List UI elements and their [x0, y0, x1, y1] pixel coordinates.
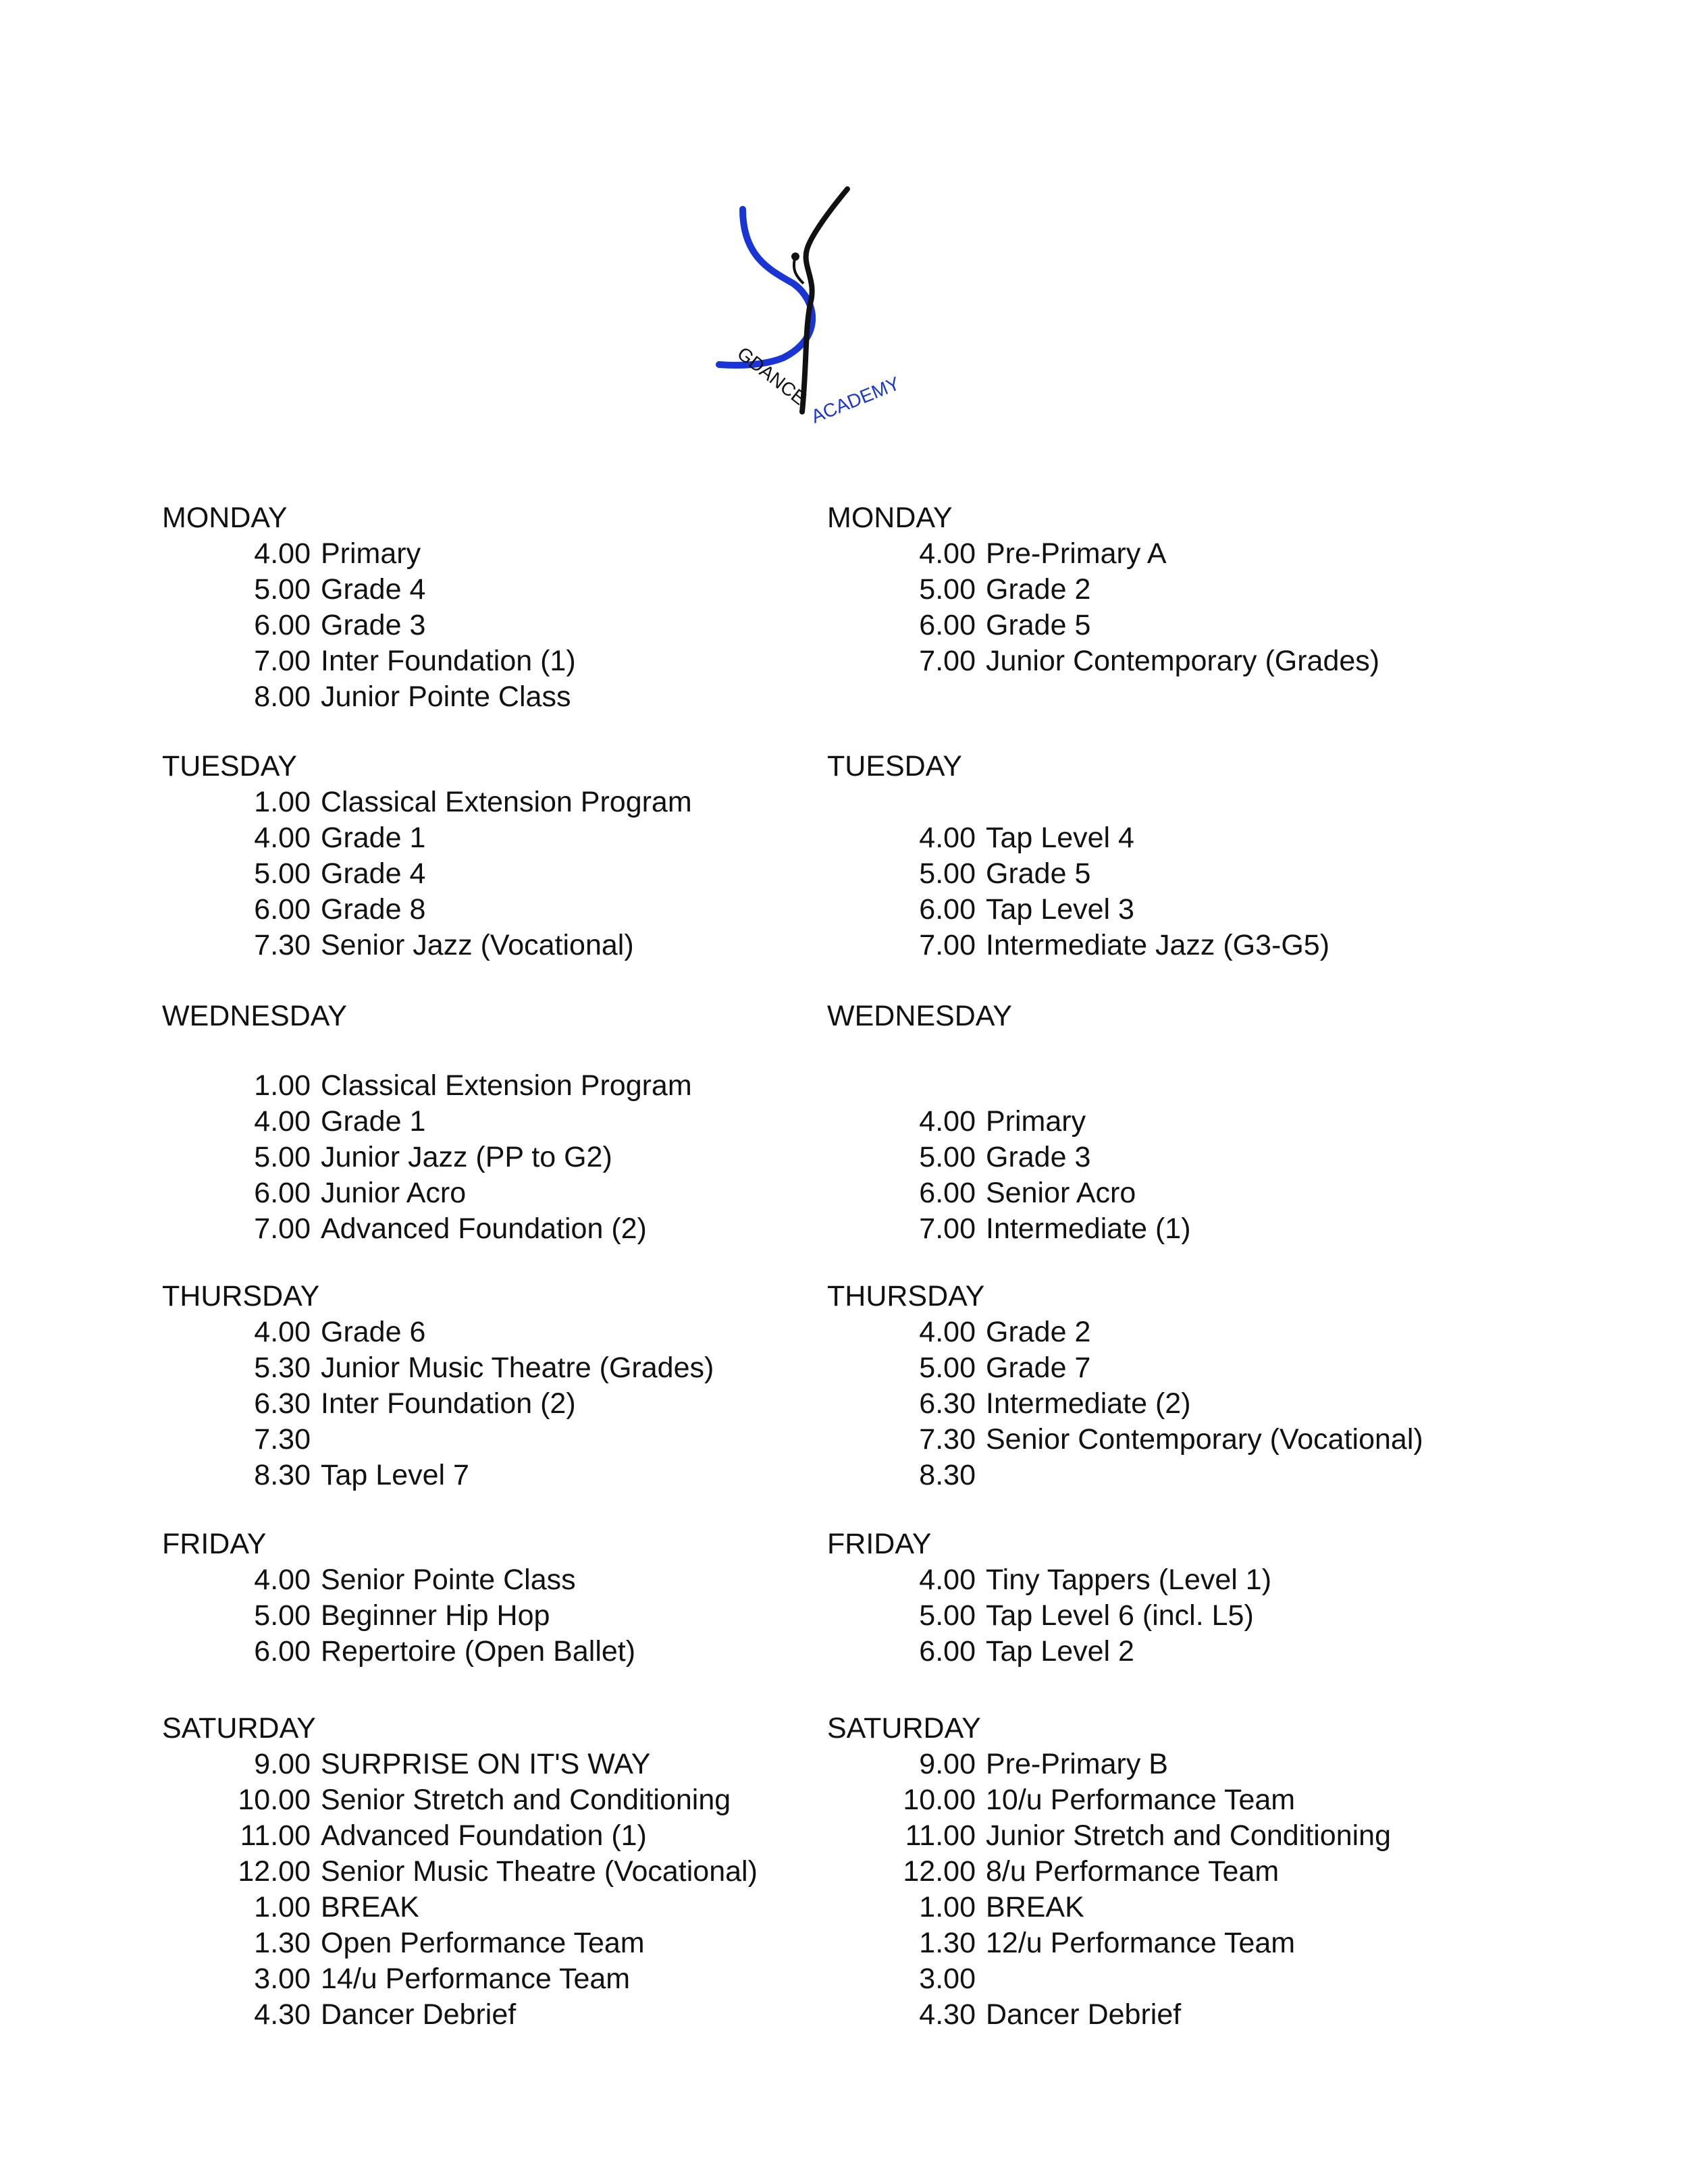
class-time: 11.00	[905, 1819, 976, 1852]
class-name: Senior Contemporary (Vocational)	[986, 1423, 1423, 1456]
logo-text-academy: ACADEMY	[808, 373, 903, 427]
class-name: Primary	[321, 537, 421, 570]
class-time: 5.00	[254, 1141, 311, 1173]
class-time: 6.00	[919, 893, 976, 926]
class-name: SURPRISE ON IT'S WAY	[321, 1748, 651, 1780]
class-time: 5.00	[254, 573, 311, 606]
class-time: 3.00	[919, 1963, 976, 1995]
class-name: Grade 2	[986, 1316, 1091, 1348]
class-name: Grade 3	[986, 1141, 1091, 1173]
class-name: Open Performance Team	[321, 1927, 645, 1959]
class-time: 7.00	[254, 645, 311, 677]
class-name: Junior Jazz (PP to G2)	[321, 1141, 612, 1173]
day-heading-monday: MONDAY	[827, 502, 953, 534]
day-heading-saturday: SATURDAY	[162, 1712, 316, 1744]
class-time: 7.30	[254, 1423, 311, 1456]
class-name: Grade 7	[986, 1352, 1091, 1384]
class-name: Grade 5	[986, 857, 1091, 890]
class-name: Grade 3	[321, 609, 426, 641]
class-name: Tap Level 4	[986, 822, 1134, 854]
class-time: 7.30	[919, 1423, 976, 1456]
class-name: BREAK	[986, 1891, 1084, 1923]
day-heading-thursday: THURSDAY	[827, 1280, 985, 1312]
class-time: 12.00	[903, 1855, 976, 1888]
day-heading-thursday: THURSDAY	[162, 1280, 320, 1312]
class-name: Tap Level 3	[986, 893, 1134, 926]
class-time: 4.00	[254, 1316, 311, 1348]
class-name: Junior Stretch and Conditioning	[986, 1819, 1391, 1852]
class-time: 5.30	[254, 1352, 311, 1384]
class-name: Intermediate (2)	[986, 1387, 1191, 1420]
day-heading-tuesday: TUESDAY	[827, 750, 962, 782]
class-time: 4.00	[254, 822, 311, 854]
class-time: 7.30	[254, 929, 311, 961]
class-time: 5.00	[919, 573, 976, 606]
class-time: 6.00	[254, 893, 311, 926]
class-name: Grade 1	[321, 1105, 426, 1138]
logo-text-gdance: GDANCE	[733, 342, 810, 409]
class-time: 4.30	[254, 1998, 311, 2031]
class-name: Beginner Hip Hop	[321, 1599, 550, 1632]
class-time: 5.00	[919, 857, 976, 890]
class-name: Classical Extension Program	[321, 786, 692, 818]
class-time: 4.00	[254, 1105, 311, 1138]
class-time: 4.00	[254, 537, 311, 570]
class-time: 1.00	[254, 786, 311, 818]
class-name: Advanced Foundation (1)	[321, 1819, 647, 1852]
class-time: 7.00	[919, 929, 976, 961]
class-name: Senior Acro	[986, 1177, 1136, 1209]
class-time: 1.00	[254, 1069, 311, 1102]
class-time: 4.00	[919, 822, 976, 854]
class-name: Grade 4	[321, 573, 426, 606]
class-name: Junior Acro	[321, 1177, 467, 1209]
class-time: 6.00	[919, 609, 976, 641]
class-time: 4.30	[919, 1998, 976, 2031]
class-time: 6.00	[919, 1177, 976, 1209]
class-time: 5.00	[254, 1599, 311, 1632]
class-name: Junior Pointe Class	[321, 681, 571, 713]
class-time: 4.00	[254, 1564, 311, 1596]
class-time: 6.30	[919, 1387, 976, 1420]
day-heading-wednesday: WEDNESDAY	[827, 1000, 1012, 1032]
class-time: 7.00	[254, 1213, 311, 1245]
class-time: 10.00	[238, 1784, 311, 1816]
class-name: Inter Foundation (1)	[321, 645, 576, 677]
class-time: 9.00	[919, 1748, 976, 1780]
class-name: Grade 6	[321, 1316, 426, 1348]
class-name: 8/u Performance Team	[986, 1855, 1280, 1888]
class-name: Junior Music Theatre (Grades)	[321, 1352, 714, 1384]
class-name: Tiny Tappers (Level 1)	[986, 1564, 1272, 1596]
class-name: Grade 8	[321, 893, 426, 926]
class-name: Senior Jazz (Vocational)	[321, 929, 634, 961]
class-name: Advanced Foundation (2)	[321, 1213, 647, 1245]
class-time: 1.00	[919, 1891, 976, 1923]
class-name: Senior Stretch and Conditioning	[321, 1784, 731, 1816]
class-name: Tap Level 2	[986, 1635, 1134, 1668]
class-time: 1.30	[254, 1927, 311, 1959]
class-name: Grade 1	[321, 822, 426, 854]
class-time: 8.00	[254, 681, 311, 713]
class-time: 11.00	[240, 1819, 311, 1852]
class-time: 6.00	[254, 1635, 311, 1668]
day-heading-wednesday: WEDNESDAY	[162, 1000, 347, 1032]
class-time: 1.30	[919, 1927, 976, 1959]
day-heading-friday: FRIDAY	[162, 1528, 267, 1560]
class-name: Dancer Debrief	[986, 1998, 1182, 2031]
day-heading-saturday: SATURDAY	[827, 1712, 981, 1744]
class-name: Tap Level 6 (incl. L5)	[986, 1599, 1254, 1632]
class-name: Classical Extension Program	[321, 1069, 692, 1102]
day-heading-monday: MONDAY	[162, 502, 288, 534]
class-name: BREAK	[321, 1891, 419, 1923]
class-time: 4.00	[919, 1564, 976, 1596]
class-name: Intermediate Jazz (G3-G5)	[986, 929, 1330, 961]
class-time: 8.30	[919, 1459, 976, 1491]
class-name: 14/u Performance Team	[321, 1963, 631, 1995]
class-name: Pre-Primary B	[986, 1748, 1168, 1780]
class-name: Repertoire (Open Ballet)	[321, 1635, 636, 1668]
class-time: 5.00	[919, 1352, 976, 1384]
class-name: Junior Contemporary (Grades)	[986, 645, 1380, 677]
academy-logo	[716, 182, 945, 432]
class-time: 4.00	[919, 1316, 976, 1348]
class-time: 6.00	[919, 1635, 976, 1668]
class-name: Senior Pointe Class	[321, 1564, 576, 1596]
class-name: Pre-Primary A	[986, 537, 1167, 570]
class-name: Senior Music Theatre (Vocational)	[321, 1855, 758, 1888]
class-time: 1.00	[254, 1891, 311, 1923]
class-name: Grade 2	[986, 573, 1091, 606]
class-time: 9.00	[254, 1748, 311, 1780]
class-time: 12.00	[238, 1855, 311, 1888]
day-heading-tuesday: TUESDAY	[162, 750, 297, 782]
class-time: 5.00	[919, 1141, 976, 1173]
class-name: Grade 5	[986, 609, 1091, 641]
class-name: Tap Level 7	[321, 1459, 469, 1491]
class-time: 5.00	[919, 1599, 976, 1632]
class-time: 10.00	[903, 1784, 976, 1816]
class-time: 4.00	[919, 537, 976, 570]
class-name: Inter Foundation (2)	[321, 1387, 576, 1420]
class-time: 7.00	[919, 1213, 976, 1245]
class-time: 6.00	[254, 609, 311, 641]
class-time: 5.00	[254, 857, 311, 890]
class-name: 10/u Performance Team	[986, 1784, 1296, 1816]
class-name: Dancer Debrief	[321, 1998, 517, 2031]
dancer-logo-icon	[716, 182, 945, 432]
class-time: 7.00	[919, 645, 976, 677]
class-name: Grade 4	[321, 857, 426, 890]
class-time: 4.00	[919, 1105, 976, 1138]
class-name: Intermediate (1)	[986, 1213, 1191, 1245]
class-time: 6.00	[254, 1177, 311, 1209]
class-time: 8.30	[254, 1459, 311, 1491]
class-time: 6.30	[254, 1387, 311, 1420]
day-heading-friday: FRIDAY	[827, 1528, 932, 1560]
class-name: Primary	[986, 1105, 1086, 1138]
class-name: 12/u Performance Team	[986, 1927, 1296, 1959]
class-time: 3.00	[254, 1963, 311, 1995]
